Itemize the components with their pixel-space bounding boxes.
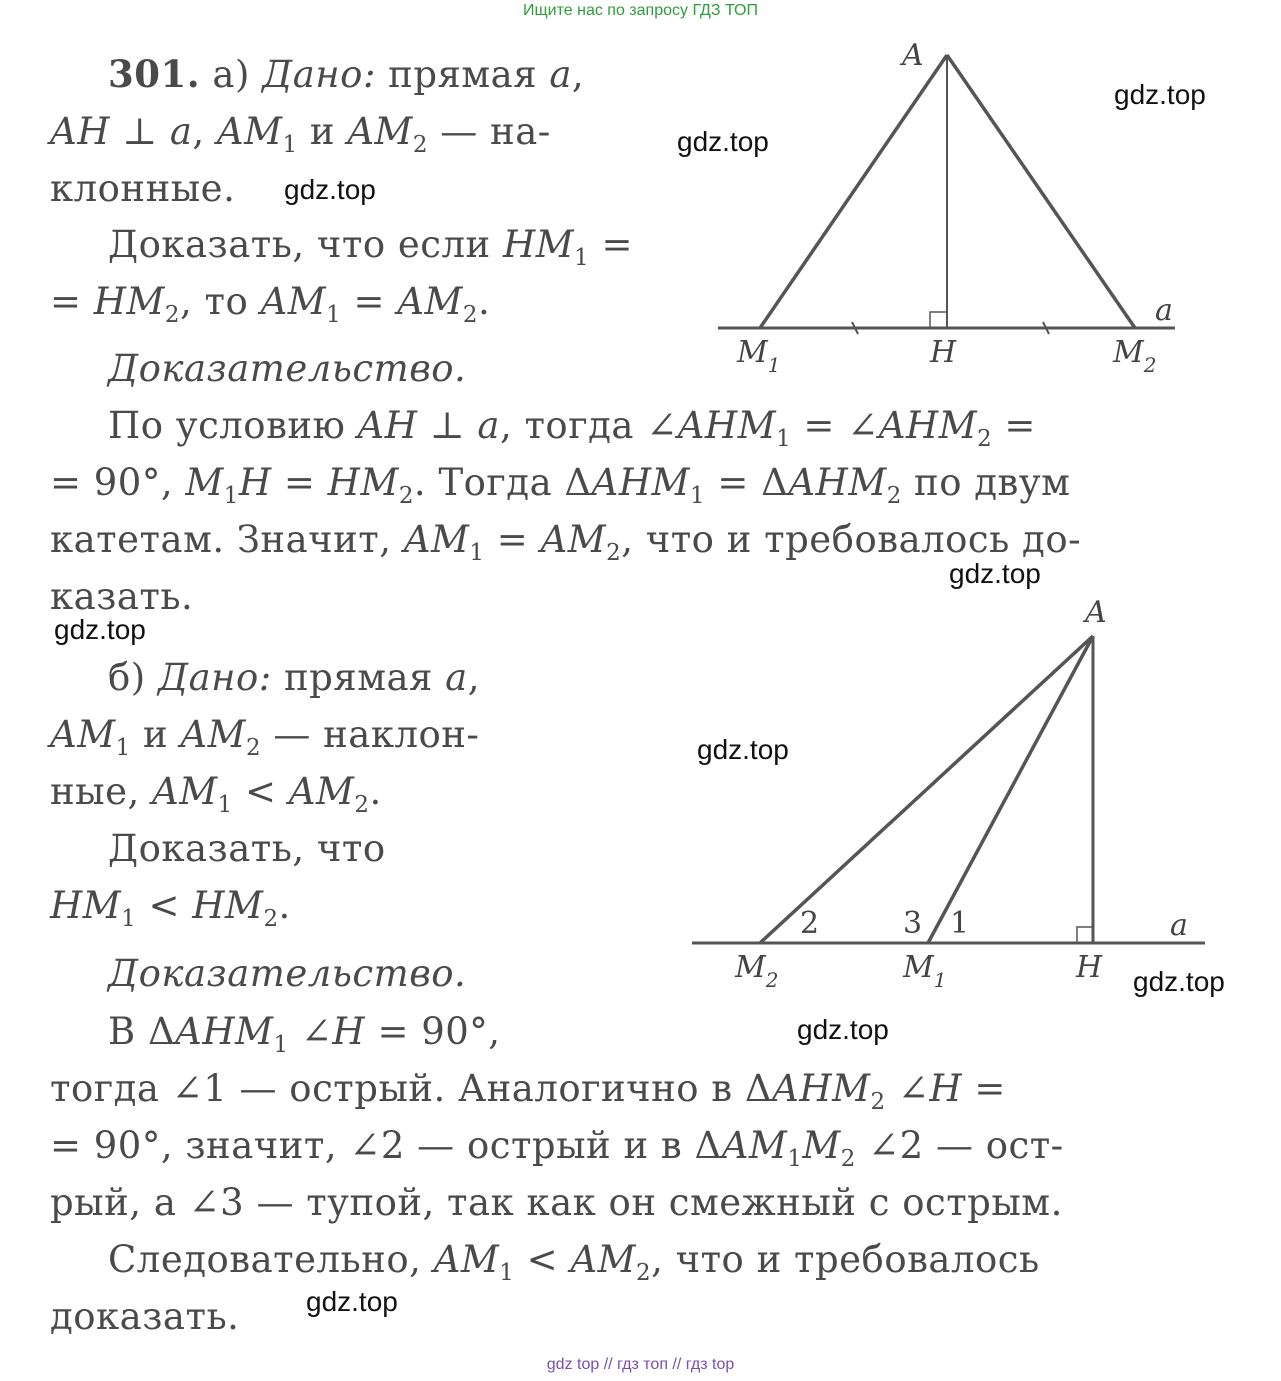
watermark: gdz.top [54,614,146,645]
label-a-vertex: A [902,38,924,73]
right-angle-mark [930,312,947,328]
bottom-banner[interactable]: gdz top // гдз топ // гдз top [546,1356,735,1373]
problem-number: 301. [108,52,201,96]
label-line-a: a [1170,908,1188,943]
figure-b [680,590,1220,1000]
text-line: Доказать, что [108,827,386,870]
text-line: Следовательно, $AM_1 < AM_2$, что и требовалось [108,1238,1040,1287]
text-line: = 90°, значит, ∠2 — острый и в $\Delta AM_1M_2$ ∠2 — ост- [50,1124,1064,1173]
given-label: Дано: [262,53,376,96]
watermark: gdz.top [1114,79,1206,110]
watermark: gdz.top [677,126,769,157]
text-line: По условию AH ⊥ a, тогда $\angle AHM_1$ = $\angle AHM_2$ = [108,404,1036,453]
given-label: Дано: [157,656,272,699]
label-h: H [930,335,957,370]
text-line: AH ⊥ a, $AM_1$ и $AM_2$ — на- [50,110,551,159]
text-line: катетам. Значит, $AM_1 = AM_2$, что и требовалось до- [50,518,1082,567]
proof-label: Доказательство. [108,952,467,995]
label-angle-2: 2 [800,906,820,941]
watermark: gdz.top [797,1014,889,1045]
label-m1: $M_1$ [737,335,781,377]
text-line: 301. а) Дано: прямая a, [108,52,585,96]
text-line: = 90°, $M_1H = HM_2$. Тогда $\Delta AHM_1 = \Delta AHM_2$ по двум [50,461,1071,510]
label-line-a: a [1155,293,1173,328]
text-line: казать. [50,575,194,618]
label-m1: $M_1$ [903,950,947,992]
segment-am2 [947,55,1135,328]
text-line: тогда ∠1 — острый. Аналогично в $\Delta AHM_2$ ∠H = [50,1067,1006,1116]
text-line: рый, а ∠3 — тупой, так как он смежный с острым. [50,1181,1063,1224]
label-h: H [1076,950,1103,985]
text-line: б) Дано: прямая a, [108,656,480,699]
text-line: ные, $AM_1 < AM_2$. [50,770,382,819]
label-angle-1: 1 [950,906,970,941]
watermark: gdz.top [284,174,376,205]
label-angle-3: 3 [903,906,923,941]
part-marker: б) [108,656,146,699]
watermark: gdz.top [949,558,1041,589]
label-m2: $M_2$ [735,950,779,992]
segment-am1 [928,636,1093,943]
text-line: $HM_1 < HM_2$. [50,884,291,933]
text-line: = $HM_2$, то $AM_1 = AM_2$. [50,280,491,329]
watermark: gdz.top [697,734,789,765]
text-line: Доказать, что если $HM_1$ = [108,223,633,272]
top-banner[interactable]: Ищите нас по запросу ГДЗ ТОП [523,2,758,19]
text-line: $AM_1$ и $AM_2$ — наклон- [50,713,480,762]
right-angle-mark [1077,927,1093,943]
watermark: gdz.top [1133,966,1225,997]
segment-am2 [760,636,1093,943]
part-marker: а) [212,53,250,96]
proof-label: Доказательство. [108,347,467,390]
text-line: В $\Delta AHM_1$ ∠H = 90°, [108,1010,501,1059]
watermark: gdz.top [306,1286,398,1317]
text-line: клонные. [50,167,236,210]
label-m2: $M_2$ [1113,335,1157,377]
label-a-vertex: A [1085,595,1107,630]
text-line: доказать. [50,1295,240,1338]
segment-am1 [760,55,947,328]
